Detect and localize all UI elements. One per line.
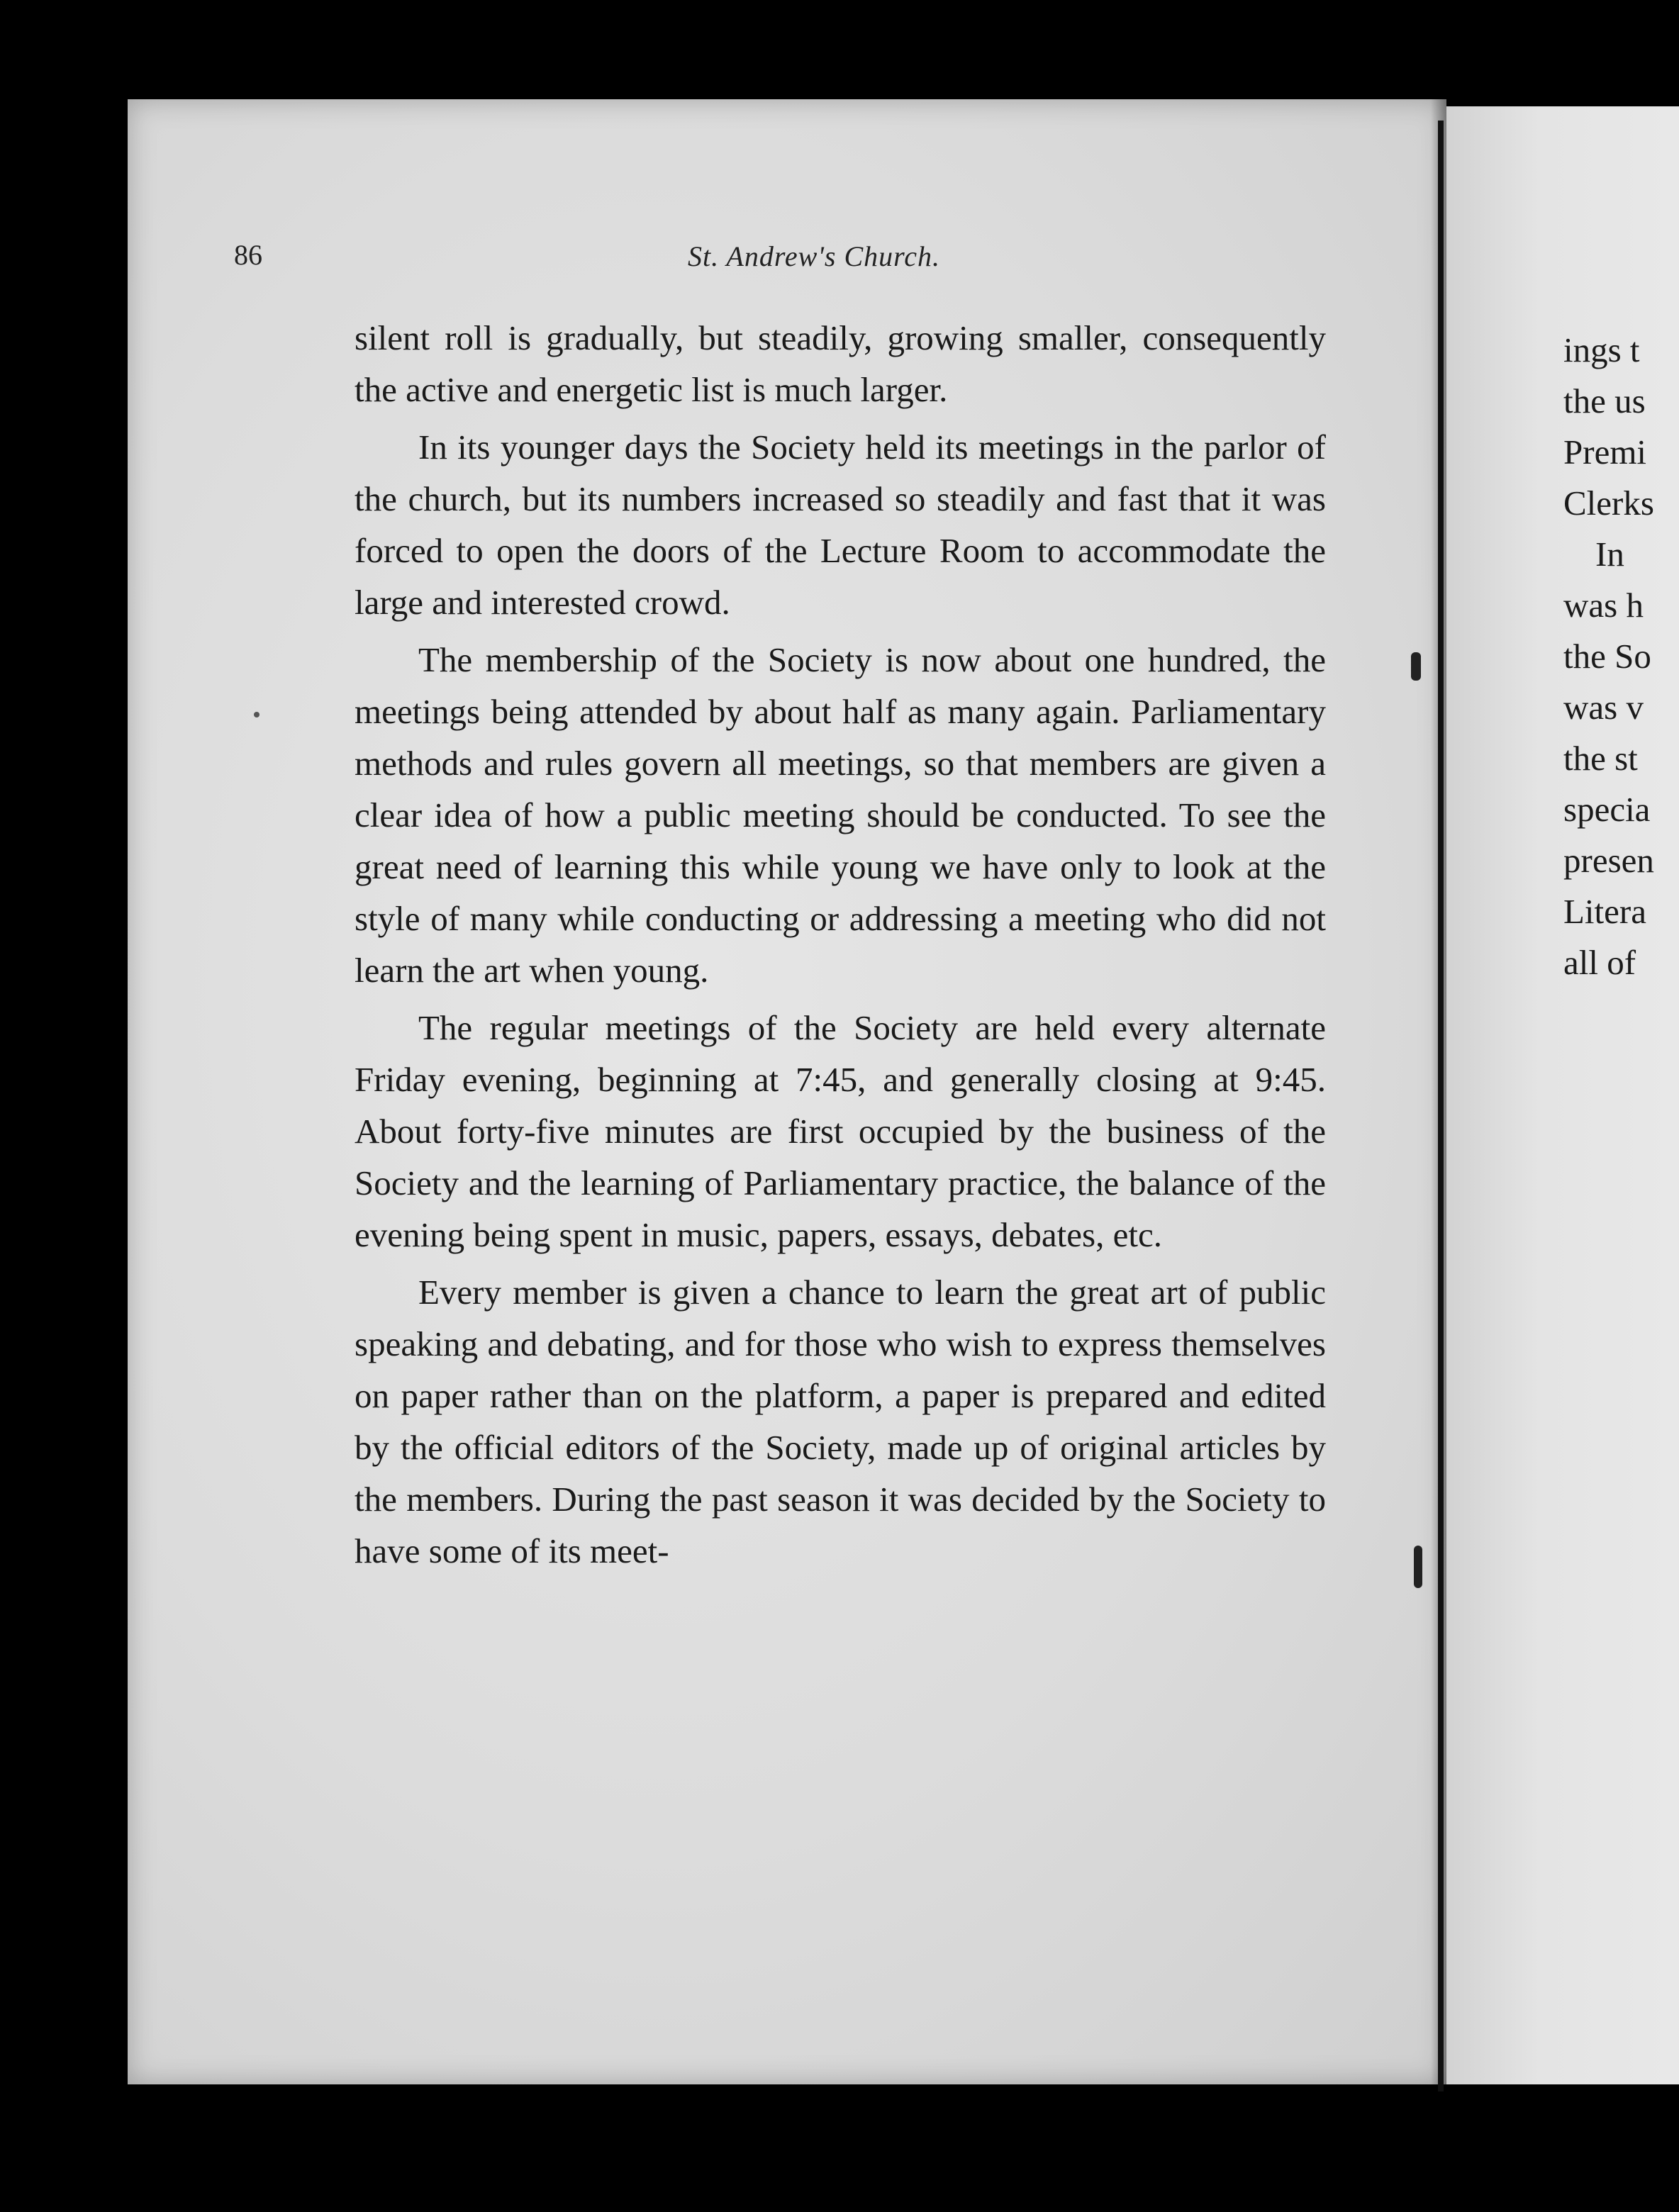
paragraph: Every member is given a chance to learn the great art of public speaking and debating, and for those who wish to express themselves on paper rather than on the platform, a paper is prepared and edited by the official editors of the Society, made up of original articles by the members. During the past season it was decided by the Society to have some of its meet- bbox=[355, 1273, 1326, 1570]
facing-line: Litera bbox=[1563, 892, 1646, 931]
facing-line: Clerks bbox=[1563, 484, 1654, 523]
running-title: St. Andrew's Church. bbox=[688, 240, 940, 272]
page-header bbox=[234, 238, 1326, 281]
body-text bbox=[355, 312, 1326, 1577]
paper-speck bbox=[254, 712, 260, 717]
facing-page-text bbox=[1563, 325, 1677, 988]
facing-line: was v bbox=[1563, 688, 1644, 727]
facing-line: all of bbox=[1563, 943, 1636, 982]
facing-line: the So bbox=[1563, 637, 1651, 676]
page-number: 86 bbox=[234, 239, 262, 271]
paragraph: The membership of the Society is now about one hundred, the meetings being attended by about half as many again. Parliamentary methods and rules govern all meetings, so that members are given a clear idea of how a public meeting should be conducted. To see the great need of learning this while young we have only to look at the style of many while conducting or addressing a meeting who did not learn the art when young. bbox=[355, 640, 1326, 990]
paragraph: silent roll is gradually, but steadily, growing smaller, consequently the active and energetic list is much larger. bbox=[355, 318, 1326, 409]
facing-line: was h bbox=[1563, 586, 1644, 625]
paragraph: In its younger days the Society held its meetings in the parlor of the church, but its numbers increased so steadily and fast that it was forced to open the doors of the Lecture Room to accommodate the large and interested crowd. bbox=[355, 428, 1326, 622]
facing-line: Premi bbox=[1563, 432, 1647, 471]
page-gutter bbox=[1438, 121, 1444, 2091]
facing-line: ings t bbox=[1563, 330, 1640, 369]
binding-tear bbox=[1414, 1546, 1422, 1588]
facing-line: the us bbox=[1563, 381, 1646, 420]
facing-line: the st bbox=[1563, 739, 1638, 778]
facing-line: In bbox=[1595, 535, 1624, 574]
paragraph: The regular meetings of the Society are held every alternate Friday evening, beginning at 7:45, and generally closing at 9:45. About forty-five minutes are first occupied by the business of the Society and the learning of Parliamentary practice, the balance of the evening being spent in music, papers, essays, debates, etc. bbox=[355, 1008, 1326, 1254]
facing-line: presen bbox=[1563, 841, 1654, 880]
binding-tear bbox=[1411, 652, 1421, 681]
facing-line: specia bbox=[1563, 790, 1651, 829]
